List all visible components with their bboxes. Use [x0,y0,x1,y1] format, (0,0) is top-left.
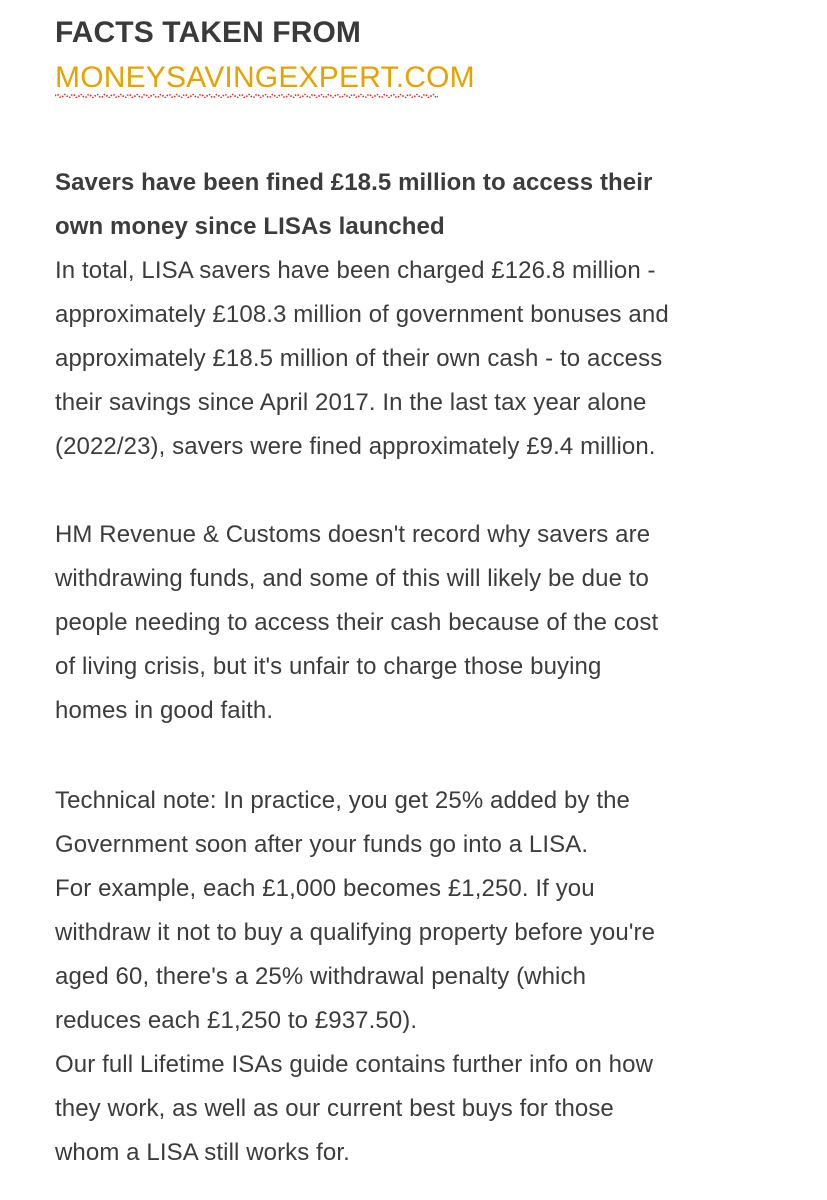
paragraph-line: (2022/23), savers were fined approximately £9.4 million. [55,433,656,460]
article-headline [55,161,785,249]
heading-title: FACTS TAKEN FROM [55,16,362,49]
paragraph-line: Technical note: In practice, you get 25% added by the [55,787,631,814]
paragraph-line: people needing to access their cash because of the cost [55,609,659,636]
paragraph-line: In total, LISA savers have been charged £126.8 million - [55,257,656,284]
paragraph-line: reduces each £1,250 to £937.50). [55,1007,418,1034]
source-link[interactable]: MONEYSAVINGEXPERT.COM [55,61,475,94]
paragraph-line: approximately £108.3 million of government bonuses and [55,301,669,328]
paragraph-line: whom a LISA still works for. [55,1139,350,1166]
paragraph-line: withdrawing funds, and some of this will likely be due to [55,565,650,592]
paragraph-line: homes in good faith. [55,697,274,724]
headline-line: Savers have been fined £18.5 million to access their [55,169,653,196]
paragraph-line: Government soon after your funds go into a LISA. [55,831,589,858]
paragraph-line: aged 60, there's a 25% withdrawal penalty (which [55,963,587,990]
paragraph-technical-note [55,779,785,1175]
paragraph-line: approximately £18.5 million of their own cash - to access [55,345,663,372]
paragraph-charges [55,249,785,469]
headline-line: own money since LISAs launched [55,213,445,240]
paragraph-line: withdraw it not to buy a qualifying property before you're [55,919,656,946]
paragraph-line: they work, as well as our current best buys for those [55,1095,614,1122]
paragraph-line: their savings since April 2017. In the last tax year alone [55,389,647,416]
spellcheck-underline [55,92,438,98]
paragraph-line: Our full Lifetime ISAs guide contains further info on how [55,1051,654,1078]
paragraph-line: HM Revenue & Customs doesn't record why savers are [55,521,651,548]
paragraph-line: For example, each £1,000 becomes £1,250. If you [55,875,595,902]
paragraph-line: of living crisis, but it's unfair to charge those buying [55,653,602,680]
paragraph-hmrc [55,513,785,733]
